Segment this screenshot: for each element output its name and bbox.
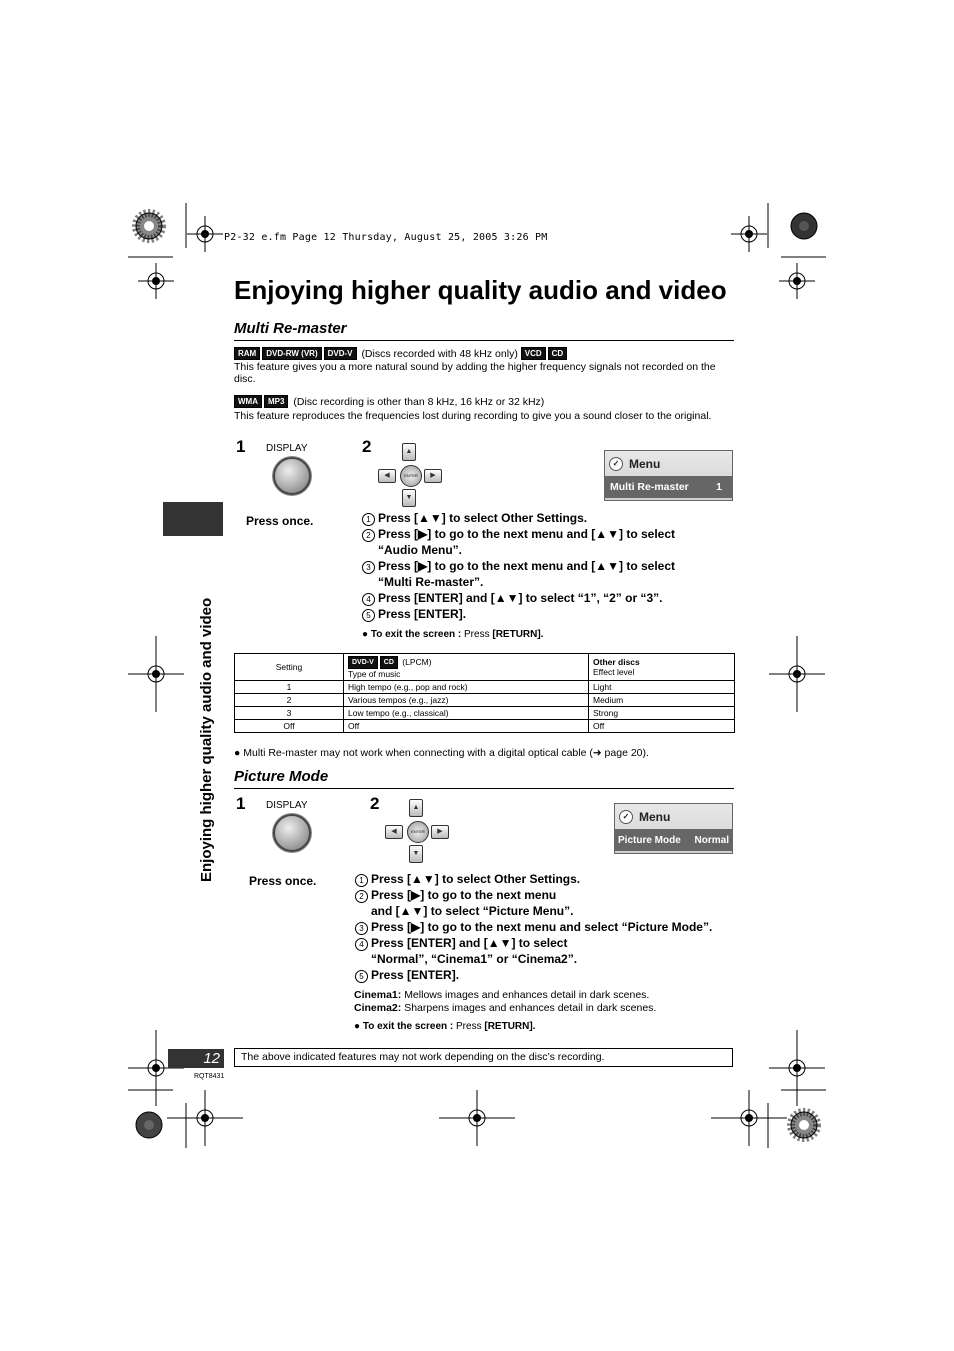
table-row: 2 Various tempos (e.g., jazz) Medium xyxy=(235,694,735,707)
disc-support-line-2 xyxy=(234,395,544,409)
page-title: Enjoying higher quality audio and video xyxy=(234,275,727,305)
list-item: 5 Press [ENTER]. xyxy=(355,967,745,983)
enter-button[interactable]: ENTER xyxy=(407,821,429,843)
header-other-discs: Other discs Effect level xyxy=(589,654,735,681)
step-1-number: 1 xyxy=(236,794,246,813)
down-arrow-icon[interactable]: ▼ xyxy=(409,845,423,863)
picture-mode-heading: Picture Mode xyxy=(234,768,329,785)
press-once-text: Press once. xyxy=(249,874,317,888)
badge-cd: CD xyxy=(548,347,568,360)
list-item: 4 Press [ENTER] and [▲▼] to select xyxy=(355,935,745,951)
badge-vcd: VCD xyxy=(521,347,546,360)
menu-item-value: 1 xyxy=(716,481,722,493)
badge-dvd-v: DVD-V xyxy=(324,347,357,360)
multi-description-2: This feature reproduces the frequencies lost during recording to give you a sound closer to the original. xyxy=(234,410,712,422)
display-button[interactable] xyxy=(273,814,311,852)
table-row: 3 Low tempo (e.g., classical) Strong xyxy=(235,707,735,720)
side-tab-text: Enjoying higher quality audio and video xyxy=(198,597,215,882)
list-item: 2 Press [▶] to go to the next menu xyxy=(355,887,745,903)
menu-item-label: Multi Re-master xyxy=(610,481,689,493)
footer-note: The above indicated features may not work depending on the disc’s recording. xyxy=(234,1048,733,1067)
cinema1-note: Cinema1: Mellows images and enhances detail in dark scenes. xyxy=(354,989,650,1001)
dpad-remote xyxy=(377,442,443,508)
table-note: ● Multi Re-master may not work when connecting with a digital optical cable (➜ page 20). xyxy=(234,747,649,759)
section-rule xyxy=(234,340,734,341)
menu-title: Menu xyxy=(629,456,661,471)
step-1-number: 1 xyxy=(236,437,246,456)
list-item: 1 Press [▲▼] to select Other Settings. xyxy=(362,510,742,526)
list-item: 3 Press [▶] to go to the next menu and select “Picture Mode”. xyxy=(355,919,745,935)
press-once-text: Press once. xyxy=(246,514,314,528)
step-2-number: 2 xyxy=(362,437,372,456)
multi-description-1: This feature gives you a more natural sound by adding the higher frequency signals not recorded on the disc. xyxy=(234,361,716,385)
page-number: 12 xyxy=(168,1049,224,1068)
section-rule xyxy=(234,788,734,789)
disc-support-line-1 xyxy=(234,347,569,361)
list-item: 4 Press [ENTER] and [▲▼] to select “1”, “2” or “3”. xyxy=(362,590,742,606)
multi-steps-list xyxy=(362,510,742,622)
picture-menu-osd xyxy=(614,803,733,854)
menu-title: Menu xyxy=(639,809,671,824)
disc-note-khz: (Disc recording is other than 8 kHz, 16 kHz or 32 kHz) xyxy=(293,396,545,408)
list-item: 3 Press [▶] to go to the next menu and [▲▼] to select “Multi Re-master”. xyxy=(362,558,742,590)
up-arrow-icon[interactable]: ▲ xyxy=(409,799,423,817)
list-item: and [▲▼] to select “Picture Menu”. xyxy=(371,904,574,918)
menu-item-value: Normal xyxy=(694,834,729,846)
badge-wma: WMA xyxy=(234,395,262,408)
table-row: 1 High tempo (e.g., pop and rock) Light xyxy=(235,681,735,694)
header-setting: Setting xyxy=(235,654,344,681)
disc-note-48khz: (Discs recorded with 48 kHz only) xyxy=(361,348,518,360)
list-item: 2 Press [▶] to go to the next menu and [▲▼] to select “Audio Menu”. xyxy=(362,526,742,558)
multi-menu-osd xyxy=(604,450,733,501)
up-arrow-icon[interactable]: ▲ xyxy=(402,443,416,461)
multi-remaster-heading: Multi Re-master xyxy=(234,320,347,337)
dpad-remote xyxy=(384,798,450,864)
side-tab-block xyxy=(163,502,223,536)
down-arrow-icon[interactable]: ▼ xyxy=(402,489,416,507)
menu-icon: ✓ xyxy=(619,810,633,824)
display-button-label: DISPLAY xyxy=(266,800,308,811)
right-arrow-icon[interactable]: ▶ xyxy=(431,825,449,839)
badge-dvd-rw: DVD-RW (VR) xyxy=(262,347,321,360)
table-row: Off Off Off xyxy=(235,720,735,733)
enter-button[interactable]: ENTER xyxy=(400,465,422,487)
picture-exit-note: ● To exit the screen : Press [RETURN]. xyxy=(354,1021,536,1032)
menu-item-label: Picture Mode xyxy=(618,834,681,846)
display-button[interactable] xyxy=(273,457,311,495)
menu-icon: ✓ xyxy=(609,457,623,471)
list-item: 1 Press [▲▼] to select Other Settings. xyxy=(355,871,745,887)
file-header-line: P2-32 e.fm Page 12 Thursday, August 25, 2005 3:26 PM xyxy=(224,232,548,243)
right-arrow-icon[interactable]: ▶ xyxy=(424,469,442,483)
left-arrow-icon[interactable]: ◀ xyxy=(385,825,403,839)
badge-mp3: MP3 xyxy=(264,395,288,408)
multi-settings-table xyxy=(234,653,735,733)
left-arrow-icon[interactable]: ◀ xyxy=(378,469,396,483)
step-2-number: 2 xyxy=(370,794,380,813)
display-button-label: DISPLAY xyxy=(266,443,308,454)
badge-ram: RAM xyxy=(234,347,260,360)
header-lpcm: DVD-V CD (LPCM) Type of music xyxy=(344,654,589,681)
multi-exit-note: ● To exit the screen : Press [RETURN]. xyxy=(362,629,544,640)
picture-steps-list xyxy=(355,871,745,983)
model-code: RQT8431 xyxy=(194,1073,225,1080)
table-header-row xyxy=(235,654,735,681)
list-item: “Normal”, “Cinema1” or “Cinema2”. xyxy=(371,952,578,966)
list-item: 5 Press [ENTER]. xyxy=(362,606,742,622)
cinema2-note: Cinema2: Sharpens images and enhances detail in dark scenes. xyxy=(354,1002,657,1014)
